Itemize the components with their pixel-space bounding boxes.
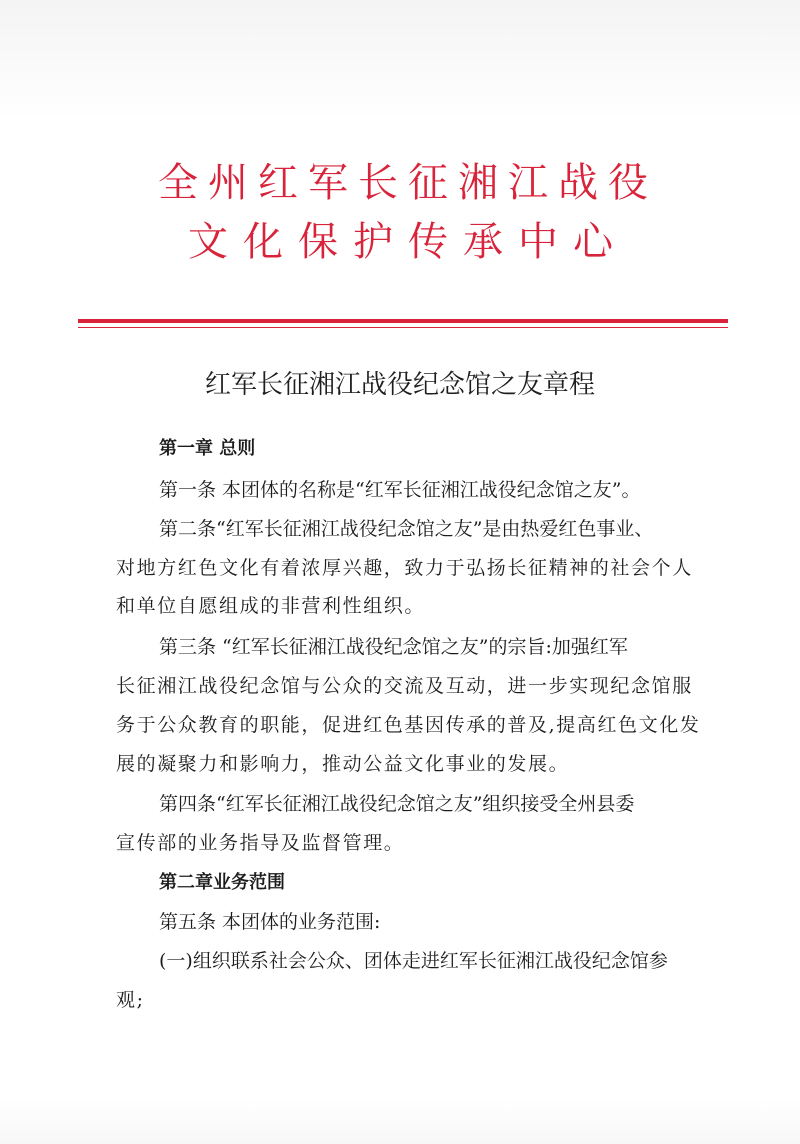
- article-2-line-1: 第二条“红军长征湘江战役纪念馆之友”是由热爱红色事业、: [159, 518, 654, 540]
- letterhead-line-2: 文化保护传承中心: [188, 219, 628, 265]
- article-3-line-2: 长征湘江战役纪念馆与公众的交流及互动，进一步实现纪念馆服: [116, 675, 693, 697]
- letterhead-rule-thick: [78, 319, 728, 323]
- article-2-line-3: 和单位自愿组成的非营利性组织。: [116, 595, 426, 617]
- article-4-line-2: 宣传部的业务指导及监督管理。: [116, 832, 405, 854]
- article-5-item-1-line-1: (一)组织联系社会公众、团体走进红军长征湘江战役纪念馆参: [159, 950, 668, 972]
- article-5-line-1: 第五条 本团体的业务范围:: [159, 911, 381, 933]
- article-2-line-2: 对地方红色文化有着浓厚兴趣，致力于弘扬长征精神的社会个人: [116, 557, 693, 579]
- chapter-heading-2: 第二章业务范围: [159, 872, 285, 893]
- article-4-line-1: 第四条“红军长征湘江战役纪念馆之友”组织接受全州县委: [159, 793, 635, 815]
- article-1-line-1: 第一条 本团体的名称是“红军长征湘江战役纪念馆之友”。: [159, 479, 641, 501]
- letterhead-rule-thin: [78, 327, 728, 328]
- article-3-line-3: 务于公众教育的职能，促进红色基因传承的普及,提高红色文化发: [116, 714, 701, 736]
- letterhead-line-1: 全州红军长征湘江战役: [158, 160, 658, 206]
- article-3-line-1: 第三条 “红军长征湘江战役纪念馆之友”的宗旨:加强红军: [159, 636, 628, 658]
- article-5-item-1-line-2: 观;: [116, 989, 145, 1011]
- article-3-line-4: 展的凝聚力和影响力，推动公益文化事业的发展。: [116, 753, 570, 775]
- chapter-heading-1: 第一章 总则: [159, 438, 256, 459]
- document-title: 红军长征湘江战役纪念馆之友章程: [204, 370, 595, 400]
